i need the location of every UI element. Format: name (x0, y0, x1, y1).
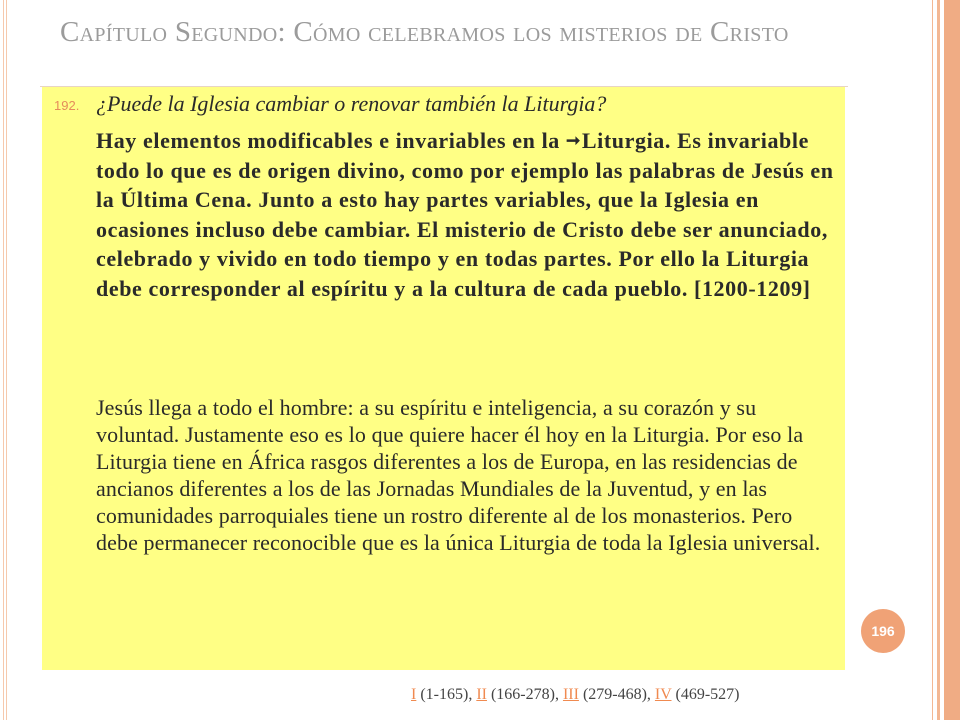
answer-text (96, 126, 836, 303)
explanation-text: Jesús llega a todo el hombre: a su espíritu e inteligencia, a su corazón y su voluntad. Justamente eso es lo que quiere hacer él hoy en la Liturgia. Por eso la Liturgia tiene en África rasgos diferentes a los de Europa, en las residencias de ancianos diferentes a los de las Jornadas Mundiales de la Juventud, y en las comunidades parroquiales tiene un rostro diferente al de los monasterios. Pero debe permanecer reconocible que es la única Liturgia de toda la Iglesia universal. (96, 395, 821, 555)
right-decorative-bar (928, 0, 960, 720)
arrow-right-icon[interactable]: ➞ (566, 131, 581, 150)
footer-range-4: (469-527) (671, 686, 740, 703)
question-number: 192. (54, 98, 80, 113)
footer-range-3: (279-468), (578, 686, 655, 703)
page-number-badge: 196 (861, 609, 905, 653)
footer-nav (411, 686, 851, 704)
left-decorative-bar (0, 0, 16, 720)
answer-rest: Liturgia. Es invariable todo lo que es de origen divino, como por ejemplo las palabras de Jesús en la Última Cena. Junto a esto hay partes variables, que la Iglesia en ocasiones incluso debe cambiar. El misterio de Cristo debe ser anunciado, celebrado y vivido en todo tiempo y en todas partes. Por ello la Liturgia debe corresponder al espíritu y a la cultura de cada pueblo. [1200-1209] (96, 128, 834, 301)
answer-prefix: Hay elementos modificables e invariables en la (96, 128, 566, 153)
footer-link-part-4[interactable]: IV (654, 686, 672, 703)
footer-link-part-2[interactable]: II (476, 686, 487, 703)
slide-title: Capítulo Segundo: Cómo celebramos los misterios de Cristo (60, 16, 789, 48)
footer-range-2: (166-278), (486, 686, 563, 703)
footer-link-part-3[interactable]: III (562, 686, 579, 703)
question-text: ¿Puede la Iglesia cambiar o renovar también la Liturgia? (96, 91, 607, 116)
footer-range-1: (1-165), (416, 686, 477, 703)
footer-link-part-1[interactable]: I (411, 686, 417, 703)
